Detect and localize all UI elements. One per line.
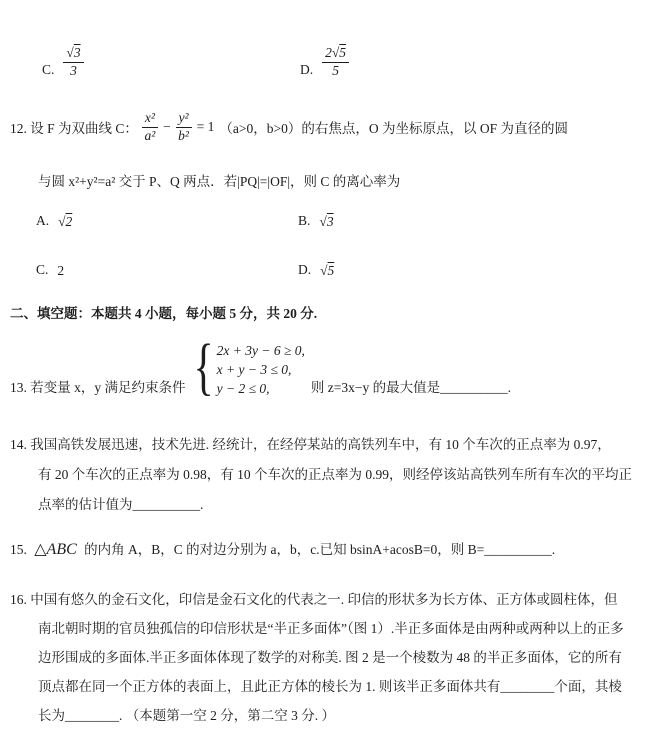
q12-option-c-label: C.: [36, 262, 49, 277]
q14-line-2: 有 20 个车次的正点率为 0.98，有 10 个车次的正点率为 0.99，则经停该站高铁列车所有车次的平均正: [38, 467, 632, 482]
radicand: 2: [65, 214, 73, 229]
q11-option-c: [42, 46, 84, 79]
fraction-numerator: x²: [142, 111, 158, 128]
q14-line-3: 点率的估计值为__________.: [38, 497, 204, 512]
radicand: 3: [73, 45, 81, 60]
sqrt-sign: √: [58, 214, 66, 229]
question-15: [10, 538, 555, 559]
q11-options-row: [0, 46, 650, 88]
q12-option-b-label: B.: [298, 213, 311, 228]
system-brace: {: [193, 333, 214, 403]
sqrt-sign: √: [331, 45, 340, 60]
radicand: 5: [327, 263, 335, 278]
q12-option-a: [36, 213, 72, 230]
radicand: 3: [326, 214, 334, 229]
q16-line-4: 顶点都在同一个正方体的表面上，且此正方体的棱长为 1. 则该半正多面体共有________个面，其棱: [38, 679, 622, 694]
q12-option-b: [298, 213, 334, 230]
equals-one: = 1: [196, 119, 215, 134]
q11-option-d-fraction: [322, 46, 349, 79]
q13-constraint-3: y − 2 ≤ 0,: [216, 381, 270, 396]
question-14: [10, 430, 646, 520]
q13-tail: 则 z=3x−y 的最大值是__________.: [310, 380, 512, 395]
question-16: [10, 585, 646, 730]
q11-option-d-label: D.: [300, 61, 314, 77]
question-13: [10, 333, 512, 403]
q12-option-d: [298, 262, 334, 279]
q16-line-3: 边形围成的多面体.半正多面体体现了数学的对称美. 图 2 是一个棱数为 48 的半正多面体，它的所有: [38, 650, 622, 665]
q12-option-d-value: [320, 263, 334, 279]
fraction-numerator: [63, 46, 83, 63]
q12-options-row-cd: [0, 262, 650, 286]
q12-option-d-label: D.: [298, 262, 312, 277]
minus-sign: −: [162, 119, 171, 134]
q12-line-1: [10, 104, 568, 150]
q12-fraction-y: [176, 111, 192, 144]
q11-option-c-fraction: [63, 46, 83, 79]
sqrt-sign: √: [319, 214, 327, 229]
q12-option-a-label: A.: [36, 213, 50, 228]
fraction-denominator: b²: [178, 127, 189, 143]
q12-option-b-value: [319, 214, 333, 230]
q11-option-d: [300, 46, 349, 79]
q14-line-1: 14. 我国高铁发展迅速，技术先进. 经统计，在经停某站的高铁列车中，有 10 个车次的正点率为 0.97，: [10, 437, 611, 452]
q11-option-c-label: C.: [42, 61, 55, 77]
q13-constraints: [217, 341, 305, 398]
q12-option-c: [36, 262, 64, 279]
section-2-header: 二、填空题：本题共 4 小题，每小题 5 分，共 20 分.: [10, 306, 318, 321]
q16-line-5: 长为________. （本题第一空 2 分，第二空 3 分. ）: [38, 708, 335, 723]
q16-line-1: 16. 中国有悠久的金石文化，印信是金石文化的代表之一. 印信的形状多为长方体、正方体或圆柱体，但: [10, 592, 618, 607]
q15-number: 15.: [10, 542, 27, 557]
q16-line-2: 南北朝时期的官员独孤信的印信形状是“半正多面体”（图 1）.半正多面体是由两种或两种以上的正多: [38, 621, 624, 636]
q13-lead: 13. 若变量 x，y 满足约束条件: [10, 380, 186, 395]
sqrt-sign: √: [66, 45, 74, 60]
fraction-numerator: [322, 46, 349, 63]
triangle-abc: △ABC: [34, 541, 77, 558]
fraction-denominator: a²: [144, 127, 156, 143]
radicand: 5: [339, 45, 347, 60]
q12-lead: 12. 设 F 为双曲线 C：: [10, 121, 138, 136]
fraction-denominator: 5: [332, 62, 339, 78]
coefficient: 2: [325, 45, 332, 60]
q12-line-2: 与圆 x²+y²=a² 交于 P、Q 两点．若|PQ|=|OF|，则 C 的离心率为: [38, 174, 401, 189]
q12-option-c-value: 2: [57, 263, 65, 278]
q12-option-a-value: [58, 214, 72, 230]
sqrt-sign: √: [320, 263, 328, 278]
q13-constraint-1: 2x + 3y − 6 ≥ 0,: [216, 343, 305, 358]
fraction-numerator: y²: [176, 111, 192, 128]
q12-options-row-ab: [0, 213, 650, 237]
q12-line1-post: （a>0，b>0）的右焦点，O 为坐标原点，以 OF 为直径的圆: [219, 121, 568, 136]
q13-constraint-2: x + y − 3 ≤ 0,: [216, 362, 292, 377]
q12-fraction-x: [142, 111, 158, 144]
q15-text: 的内角 A，B，C 的对边分别为 a，b，c.已知 bsinA+acosB=0，则 B=__________.: [84, 542, 556, 557]
fraction-denominator: 3: [70, 62, 77, 78]
